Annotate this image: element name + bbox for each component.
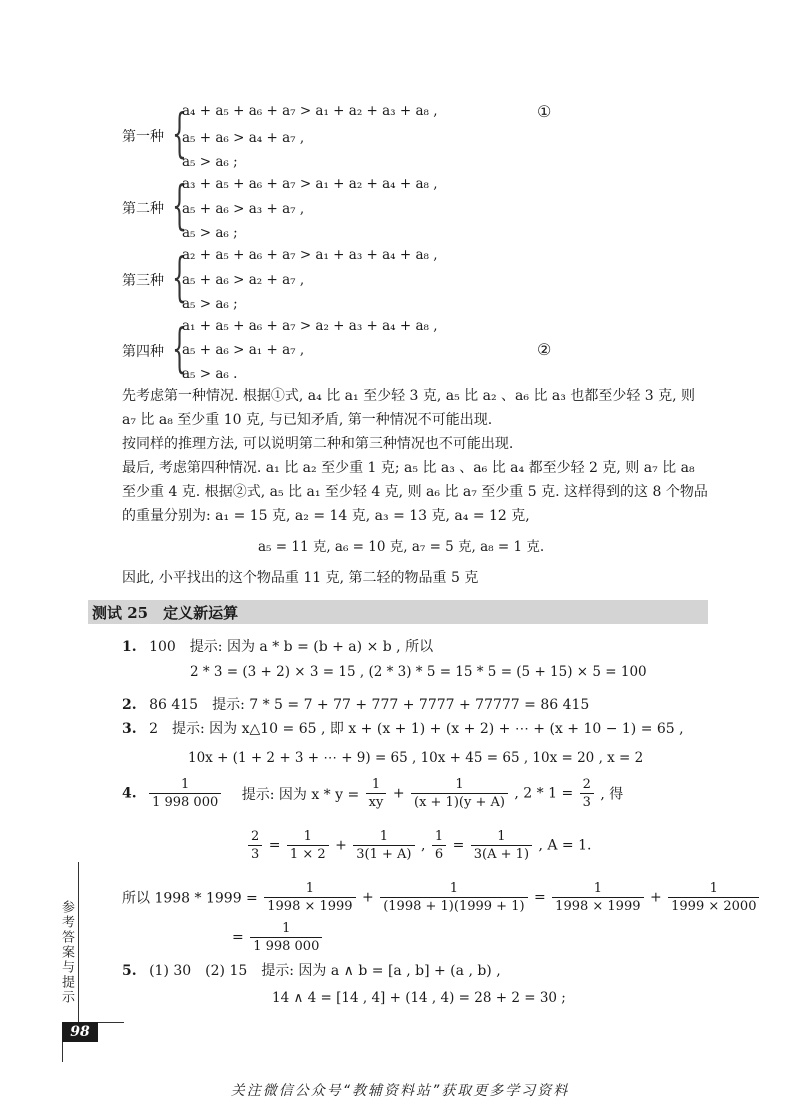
q2-number: 2. bbox=[122, 697, 137, 713]
q4-frac-2 bbox=[411, 776, 508, 811]
paragraph-conclusion: 因此, 小平找出的这个物品重 11 克, 第二轻的物品重 5 克 bbox=[122, 570, 479, 586]
q4-l3-prefix: 所以 1998 * 1999 = bbox=[122, 890, 258, 907]
q4-l2-frac-5 bbox=[471, 828, 532, 863]
q4-line-1 bbox=[122, 776, 623, 811]
q4-l2-frac-2-den: 1 × 2 bbox=[289, 847, 326, 862]
q4-answer-numerator: 1 bbox=[149, 776, 221, 794]
q4-l3-frac-4-num: 1 bbox=[668, 880, 759, 898]
case-2-label: 第二种 bbox=[122, 201, 164, 217]
q2 bbox=[122, 694, 589, 714]
footer-watermark: 关注微信公众号“教辅资料站”获取更多学习资料 bbox=[230, 1083, 570, 1099]
q4-l4-frac-den: 1 998 000 bbox=[253, 939, 320, 954]
q5 bbox=[122, 960, 501, 980]
q4-l3-frac-1-num: 1 bbox=[264, 880, 355, 898]
q3-line-2: 10x + (1 + 2 + 3 + ⋯ + 9) = 65 , 10x + 45 = 65 , 10x = 20 , x = 2 bbox=[188, 750, 644, 766]
q4-l3-frac-3-num: 1 bbox=[552, 880, 643, 898]
q1-text: 100 提示: 因为 a * b = (b + a) × b , 所以 bbox=[149, 639, 434, 655]
footer-rule bbox=[62, 1042, 63, 1062]
page-number-rule bbox=[98, 1022, 124, 1023]
equation-mark-1: ① bbox=[537, 102, 552, 121]
q4-l3-frac-2-den: (1998 + 1)(1999 + 1) bbox=[383, 899, 525, 914]
q4-number: 4. bbox=[122, 785, 137, 802]
q4-l2-eq-2: = bbox=[452, 837, 465, 854]
case-4-label: 第四种 bbox=[122, 344, 164, 360]
paragraph-cases-2-3: 按同样的推理方法, 可以说明第二种和第三种情况也不可能出现. bbox=[122, 436, 514, 452]
q4-l2-frac-3-den: 3(1 + A) bbox=[356, 847, 412, 862]
case-1-line-2: a₅ + a₆ > a₄ + a₇ , bbox=[182, 130, 305, 146]
q4-l2-frac-4 bbox=[432, 828, 446, 863]
case-4-line-2: a₅ + a₆ > a₁ + a₇ , bbox=[182, 342, 305, 358]
case-4-line-1: a₁ + a₅ + a₆ + a₇ > a₂ + a₃ + a₄ + a₈ , bbox=[182, 318, 438, 334]
q4-l3-frac-3-den: 1998 × 1999 bbox=[555, 899, 641, 914]
side-label: 参考答案与提示 bbox=[59, 900, 74, 1005]
q4-l2-frac-5-den: 3(A + 1) bbox=[473, 847, 530, 862]
q3-text: 2 提示: 因为 x△10 = 65 , 即 x + (x + 1) + (x + 2) + ⋯ + (x + 10 − 1) = 65 , bbox=[149, 721, 684, 737]
q4-l3-frac-4 bbox=[668, 880, 759, 915]
weights-line: a₅ = 11 克, a₆ = 10 克, a₇ = 5 克, a₈ = 1 克. bbox=[258, 539, 545, 555]
case-3-line-1: a₂ + a₅ + a₆ + a₇ > a₁ + a₃ + a₄ + a₈ , bbox=[182, 247, 438, 263]
q4-frac-2-den: (x + 1)(y + A) bbox=[414, 795, 505, 810]
q4-hint-prefix: 提示: 因为 x * y = bbox=[241, 786, 360, 803]
q4-line-4 bbox=[232, 920, 324, 955]
q4-l2-frac-5-num: 1 bbox=[471, 828, 532, 846]
q4-l3-frac-2-num: 1 bbox=[380, 880, 527, 898]
q5-number: 5. bbox=[122, 963, 137, 979]
q4-l4-eq: = bbox=[232, 929, 244, 946]
page-number: 98 bbox=[62, 1022, 98, 1042]
q4-frac-1-den: xy bbox=[368, 795, 384, 810]
paragraph-case-1: 先考虑第一种情况. 根据①式, a₄ 比 a₁ 至少轻 3 克, a₅ 比 a₂ 、a₆ 比 a₃ 也都至少轻 3 克, 则 a₇ 比 a₈ 至少重 10 克, 与已知矛盾, 第一种情况不可能出现. bbox=[122, 388, 696, 428]
q2-text: 86 415 提示: 7 * 5 = 7 + 77 + 777 + 7777 + 77777 = 86 415 bbox=[149, 697, 590, 713]
q5-text: (1) 30 (2) 15 提示: 因为 a ∧ b = [a , b] + (a , b) , bbox=[149, 963, 501, 979]
q4-l3-frac-1-den: 1998 × 1999 bbox=[267, 899, 353, 914]
q1 bbox=[122, 636, 433, 656]
case-4-brace: { bbox=[172, 319, 187, 379]
q4-mid: , 2 * 1 = bbox=[514, 785, 574, 802]
case-2-line-3: a₅ > a₆ ; bbox=[182, 225, 238, 241]
q4-frac-1-num: 1 bbox=[366, 776, 387, 794]
q4-l2-eq-1: = bbox=[268, 837, 281, 854]
q4-l2-frac-4-num: 1 bbox=[432, 828, 446, 846]
q4-l4-frac-num: 1 bbox=[250, 920, 322, 938]
q4-l3-plus-2: + bbox=[649, 889, 662, 906]
q4-l3-frac-2 bbox=[380, 880, 527, 915]
q1-number: 1. bbox=[122, 639, 137, 655]
case-1-line-1: a₄ + a₅ + a₆ + a₇ > a₁ + a₂ + a₃ + a₈ , bbox=[182, 103, 438, 119]
q4-l2-frac-3 bbox=[353, 828, 414, 863]
paragraph-case-4: 最后, 考虑第四种情况. a₁ 比 a₂ 至少重 1 克; a₅ 比 a₃ 、a₆ 比 a₄ 都至少轻 2 克, 则 a₇ 比 a₈ 至少重 4 克. 根据②式, a₅ 比 a₁ 至少轻 4 克, 则 a₆ 比 a₇ 至少重 5 克. 这样得到的这 8 个物品的重量分别为: a₁ = 15 克, a₂ = 14 克, a₃ = 13 克, a₄ = 12 克, bbox=[122, 460, 708, 524]
q5-line-2: 14 ∧ 4 = [14 , 4] + (14 , 4) = 28 + 2 = 30 ; bbox=[272, 990, 566, 1006]
q4-answer-denominator: 1 998 000 bbox=[152, 795, 219, 810]
case-4-line-3: a₅ > a₆ . bbox=[182, 366, 238, 382]
case-3-line-2: a₅ + a₆ > a₂ + a₇ , bbox=[182, 272, 305, 288]
q4-l3-eq: = bbox=[533, 889, 546, 906]
q4-plus: + bbox=[392, 785, 405, 802]
q4-l3-frac-1 bbox=[264, 880, 355, 915]
case-1-brace: { bbox=[172, 104, 187, 164]
q4-frac-1 bbox=[366, 776, 387, 811]
case-2-brace: { bbox=[172, 176, 187, 236]
q4-l2-frac-2-num: 1 bbox=[287, 828, 329, 846]
q4-l2-frac-1-num: 2 bbox=[248, 828, 262, 846]
case-3-line-3: a₅ > a₆ ; bbox=[182, 296, 238, 312]
q4-l2-frac-1-den: 3 bbox=[251, 847, 260, 862]
q4-l2-frac-1 bbox=[248, 828, 262, 863]
q1-line-2: 2 * 3 = (3 + 2) × 3 = 15 , (2 * 3) * 5 = 15 * 5 = (5 + 15) × 5 = 100 bbox=[190, 664, 647, 680]
section-title: 测试 25 定义新运算 bbox=[92, 604, 239, 622]
case-3-label: 第三种 bbox=[122, 273, 164, 289]
q4-l4-frac bbox=[250, 920, 322, 955]
case-1-label: 第一种 bbox=[122, 129, 164, 145]
q4-frac-3 bbox=[580, 776, 594, 811]
q4-l2-frac-2 bbox=[287, 828, 329, 863]
q4-frac-3-den: 3 bbox=[582, 795, 591, 810]
q4-l2-comma: , bbox=[420, 837, 426, 854]
q4-line-3 bbox=[122, 880, 761, 915]
q4-l2-end: , A = 1. bbox=[538, 837, 592, 854]
q4-end: , 得 bbox=[600, 786, 624, 803]
q3 bbox=[122, 718, 684, 738]
q3-number: 3. bbox=[122, 721, 137, 737]
case-2-line-1: a₃ + a₅ + a₆ + a₇ > a₁ + a₂ + a₄ + a₈ , bbox=[182, 176, 438, 192]
q4-l3-frac-3 bbox=[552, 880, 643, 915]
q4-frac-2-num: 1 bbox=[411, 776, 508, 794]
equation-mark-2: ② bbox=[537, 340, 552, 359]
case-1-line-3: a₅ > a₆ ; bbox=[182, 154, 238, 170]
q4-l2-frac-3-num: 1 bbox=[353, 828, 414, 846]
q4-answer-fraction bbox=[149, 776, 221, 811]
case-3-brace: { bbox=[172, 248, 187, 308]
q4-l2-frac-4-den: 6 bbox=[434, 847, 444, 862]
q4-frac-3-num: 2 bbox=[580, 776, 594, 794]
q4-l3-frac-4-den: 1999 × 2000 bbox=[671, 899, 757, 914]
q4-l3-plus-1: + bbox=[362, 889, 374, 906]
case-2-line-2: a₅ + a₆ > a₃ + a₇ , bbox=[182, 201, 305, 217]
q4-line-2 bbox=[246, 828, 591, 863]
q4-l2-plus: + bbox=[335, 837, 347, 854]
